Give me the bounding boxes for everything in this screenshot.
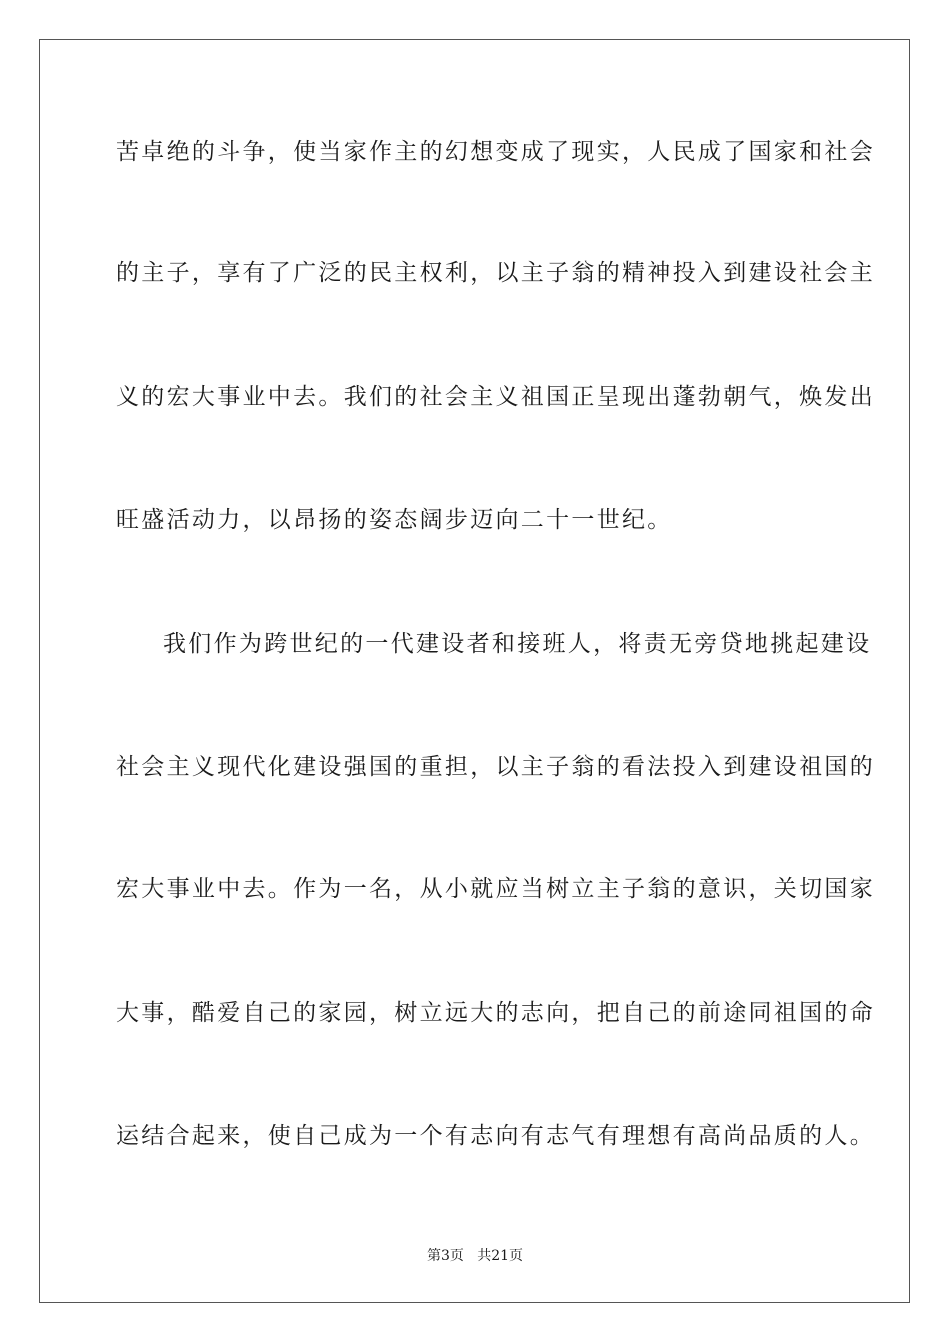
paragraph-2-line-5: 运结合起来，使自己成为一个有志向有志气有理想有高尚品质的人。 <box>116 1123 875 1149</box>
page-border <box>39 39 910 1303</box>
paragraph-1-line-2: 的主子，享有了广泛的民主权利，以主子翁的精神投入到建设社会主 <box>116 260 875 286</box>
paragraph-2-line-1: 我们作为跨世纪的一代建设者和接班人，将责无旁贷地挑起建设 <box>163 631 872 657</box>
paragraph-1-line-4: 旺盛活动力，以昂扬的姿态阔步迈向二十一世纪。 <box>116 507 673 533</box>
paragraph-2-line-4: 大事，酷爱自己的家园，树立远大的志向，把自己的前途同祖国的命 <box>116 1000 875 1026</box>
paragraph-2-line-2: 社会主义现代化建设强国的重担，以主子翁的看法投入到建设祖国的 <box>116 754 875 780</box>
paragraph-1-line-1: 苦卓绝的斗争，使当家作主的幻想变成了现实，人民成了国家和社会 <box>116 139 875 165</box>
paragraph-1-line-3: 义的宏大事业中去。我们的社会主义祖国正呈现出蓬勃朝气，焕发出 <box>116 384 875 410</box>
page-number: 第3页 共21页 <box>426 1248 524 1264</box>
paragraph-2-line-3: 宏大事业中去。作为一名，从小就应当树立主子翁的意识，关切国家 <box>116 876 875 902</box>
